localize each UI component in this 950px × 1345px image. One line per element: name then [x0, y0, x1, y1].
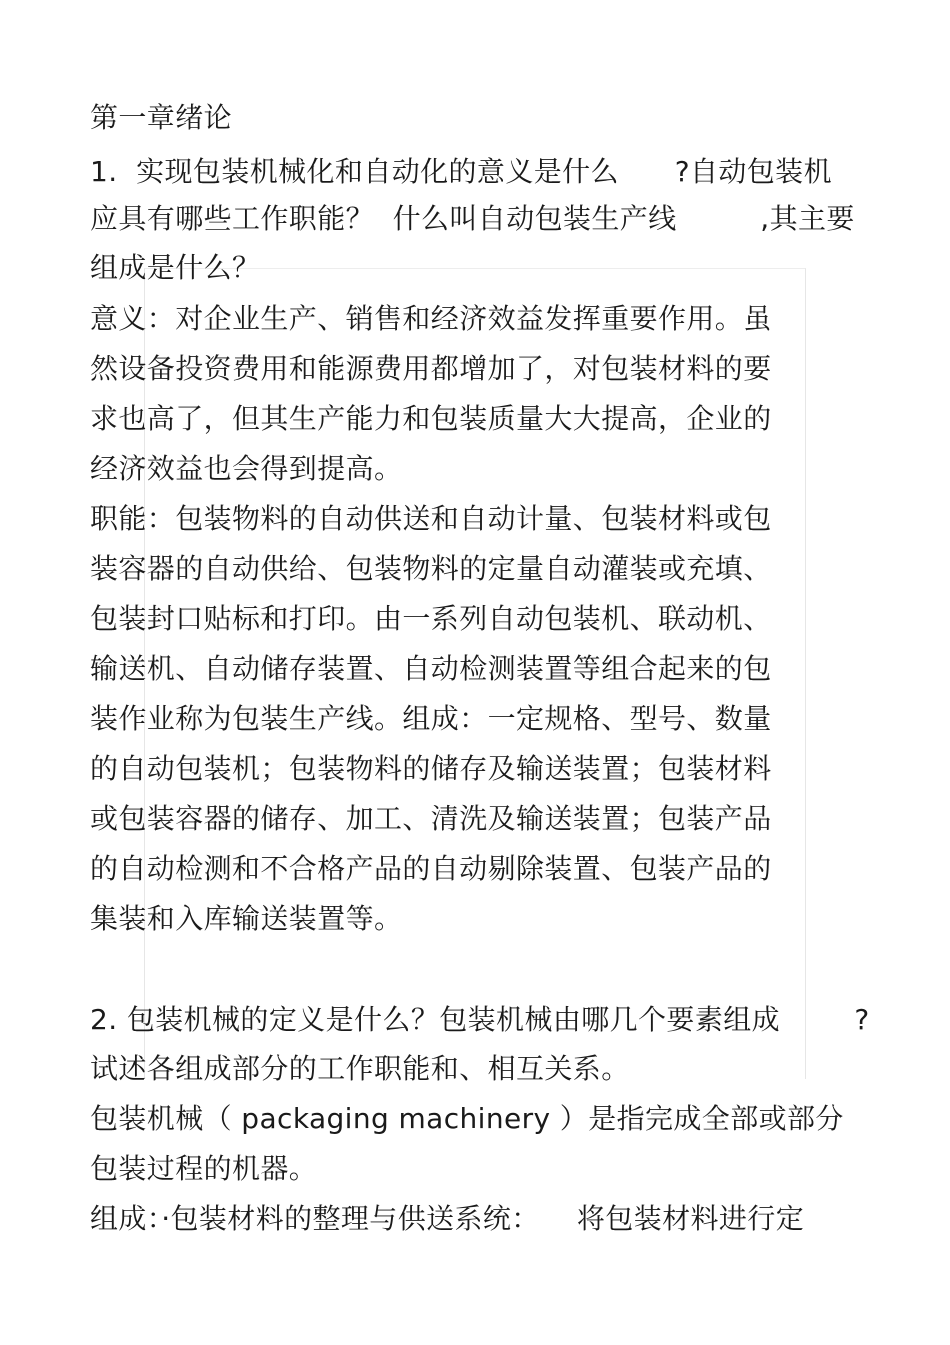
- answer-1-line-8: 输送机、自动储存装置、自动检测装置等组合起来的包: [90, 652, 772, 685]
- question-1-line-3: 组成是什么？: [90, 251, 261, 284]
- answer-1-line-12: 的自动检测和不合格产品的自动剔除装置、包装产品的: [90, 852, 772, 885]
- answer-1-line-5: 职能：包装物料的自动供送和自动计量、包装材料或包: [90, 502, 772, 535]
- answer-1-line-10: 的自动包装机；包装物料的储存及输送装置；包装材料: [90, 752, 772, 785]
- answer-2-line-1: 包装机械（ packaging machinery ）是指完成全部或部分: [90, 1102, 844, 1135]
- answer-1-line-2: 然设备投资费用和能源费用都增加了，对包装材料的要: [90, 352, 772, 385]
- answer-1-line-7: 包装封口贴标和打印。由一系列自动包装机、联动机、: [90, 602, 772, 635]
- answer-1-line-13: 集装和入库输送装置等。: [90, 902, 403, 935]
- chapter-title: 第一章绪论: [90, 101, 233, 134]
- question-2-line-2: 试述各组成部分的工作职能和、相互关系。: [90, 1052, 630, 1085]
- question-2-line-1: 2. 包装机械的定义是什么？包装机械由哪几个要素组成 ?: [90, 1003, 870, 1036]
- answer-2-line-2: 包装过程的机器。: [90, 1152, 318, 1185]
- answer-1-line-11: 或包装容器的储存、加工、清洗及输送装置；包装产品: [90, 802, 772, 835]
- answer-1-line-1: 意义：对企业生产、销售和经济效益发挥重要作用。虽: [90, 302, 772, 335]
- question-1-line-1: 1. 实现包装机械化和自动化的意义是什么 ?自动包装机: [90, 155, 832, 188]
- answer-1-line-3: 求也高了，但其生产能力和包装质量大大提高，企业的: [90, 402, 772, 435]
- answer-1-line-6: 装容器的自动供给、包装物料的定量自动灌装或充填、: [90, 552, 772, 585]
- answer-1-line-4: 经济效益也会得到提高。: [90, 452, 403, 485]
- answer-2-line-3: 组成：·包装材料的整理与供送系统： 将包装材料进行定: [90, 1202, 805, 1235]
- answer-1-line-9: 装作业称为包装生产线。组成：一定规格、型号、数量: [90, 702, 772, 735]
- question-1-line-2: 应具有哪些工作职能？ 什么叫自动包装生产线 ,其主要: [90, 202, 855, 235]
